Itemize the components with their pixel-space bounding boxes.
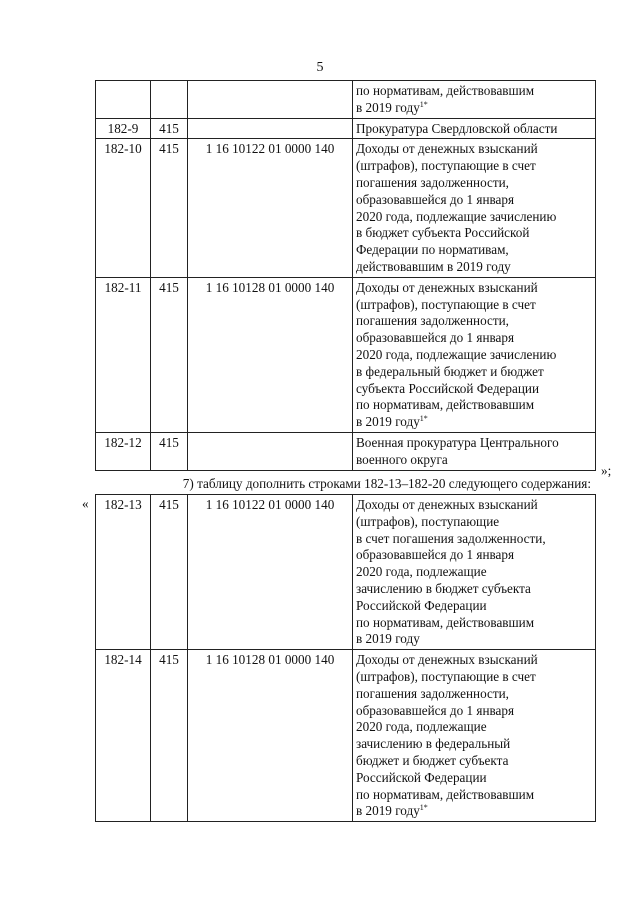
description-line xyxy=(356,313,592,330)
description-line xyxy=(356,121,592,138)
description-text: Прокуратура Свердловской области xyxy=(356,120,558,136)
description-line xyxy=(356,259,592,276)
description-line xyxy=(356,564,592,581)
description-line xyxy=(356,83,592,100)
row-number-cell: 182-13 xyxy=(96,495,151,650)
description-line xyxy=(356,652,592,669)
kbk-code-cell: 1 16 10122 01 0000 140 xyxy=(188,495,353,650)
description-cell xyxy=(353,277,596,432)
page-number: 5 xyxy=(316,60,324,75)
description-line xyxy=(356,736,592,753)
income-codes-table xyxy=(95,80,596,471)
table-row xyxy=(96,139,596,277)
description-text: образовавшейся до 1 января xyxy=(356,191,515,207)
description-line xyxy=(356,435,592,452)
row-number-cell: 182-9 xyxy=(96,118,151,139)
description-cell xyxy=(353,650,596,822)
description-text: погашения задолженности, xyxy=(356,174,509,190)
description-line xyxy=(356,141,592,158)
description-text: Федерации по нормативам, xyxy=(356,242,509,258)
description-text: Доходы от денежных взысканий xyxy=(356,279,538,295)
description-text: погашения задолженности, xyxy=(356,313,509,329)
description-text: по нормативам, действовавшим xyxy=(356,614,535,630)
description-line xyxy=(356,787,592,804)
table-row xyxy=(96,650,596,822)
description-line xyxy=(356,581,592,598)
description-line xyxy=(356,175,592,192)
description-text: Доходы от денежных взысканий xyxy=(356,497,538,512)
description-line xyxy=(356,703,592,720)
description-line xyxy=(356,531,592,548)
description-text: субъекта Российской Федерации xyxy=(356,380,540,396)
table-row xyxy=(96,432,596,470)
description-text: в бюджет субъекта Российской xyxy=(356,225,530,241)
kbk-code-cell xyxy=(188,432,353,470)
amendment-instruction: 7) таблицу дополнить строками 182-13–182-20 следующего содержания: xyxy=(182,476,591,491)
description-line xyxy=(356,686,592,703)
description-text: 2020 года, подлежащие зачислению xyxy=(356,208,557,224)
description-text: образовавшейся до 1 января xyxy=(356,330,515,346)
description-line xyxy=(356,803,592,820)
description-text: (штрафов), поступающие в счет xyxy=(356,668,536,684)
description-text: зачислению в федеральный xyxy=(356,736,511,752)
description-line xyxy=(356,598,592,615)
description-line xyxy=(356,364,592,381)
kbk-code-cell: 1 16 10122 01 0000 140 xyxy=(188,139,353,277)
table-row xyxy=(96,81,596,119)
description-line xyxy=(356,753,592,770)
description-line xyxy=(356,192,592,209)
admin-code-cell: 415 xyxy=(151,432,188,470)
description-text: по нормативам, действовавшим xyxy=(356,397,535,413)
description-cell xyxy=(353,432,596,470)
description-line xyxy=(356,719,592,736)
description-text: в 2019 году xyxy=(356,99,420,115)
kbk-code-cell: 1 16 10128 01 0000 140 xyxy=(188,650,353,822)
description-text: в 2019 году xyxy=(356,631,420,647)
description-line xyxy=(356,615,592,632)
description-text: погашения задолженности, xyxy=(356,685,509,701)
row-number-cell xyxy=(96,81,151,119)
opening-quote-mark: « xyxy=(82,496,89,511)
description-text: Доходы от денежных взысканий xyxy=(356,652,538,668)
description-text: в 2019 году xyxy=(356,414,420,430)
kbk-code-cell xyxy=(188,81,353,119)
row-number-cell: 182-12 xyxy=(96,432,151,470)
description-text: военного округа xyxy=(356,451,448,467)
description-text: (штрафов), поступающие xyxy=(356,513,500,529)
description-line xyxy=(356,397,592,414)
description-line xyxy=(356,631,592,648)
admin-code-cell xyxy=(151,81,188,119)
row-number-cell: 182-14 xyxy=(96,650,151,822)
description-line xyxy=(356,452,592,469)
description-cell xyxy=(353,139,596,277)
added-rows-table xyxy=(95,494,596,822)
description-line xyxy=(356,497,592,514)
description-text: действовавшим в 2019 году xyxy=(356,258,511,274)
description-text: в 2019 году xyxy=(356,803,420,819)
description-line xyxy=(356,414,592,431)
description-line xyxy=(356,280,592,297)
description-text: в федеральный бюджет и бюджет xyxy=(356,363,544,379)
kbk-code-cell xyxy=(188,118,353,139)
description-line xyxy=(356,669,592,686)
description-text: Российской Федерации xyxy=(356,769,487,785)
row-number-cell: 182-11 xyxy=(96,277,151,432)
description-text: бюджет и бюджет субъекта xyxy=(356,752,509,768)
description-text: зачислению в бюджет субъекта xyxy=(356,580,531,596)
table-row xyxy=(96,495,596,650)
kbk-code-cell: 1 16 10128 01 0000 140 xyxy=(188,277,353,432)
description-line xyxy=(356,330,592,347)
admin-code-cell: 415 xyxy=(151,495,188,650)
table-row xyxy=(96,277,596,432)
description-text: в счет погашения задолженности, xyxy=(356,530,546,546)
description-cell xyxy=(353,495,596,650)
description-text: Российской Федерации xyxy=(356,597,487,613)
description-line xyxy=(356,514,592,531)
description-text: образовавшейся до 1 января xyxy=(356,547,515,563)
description-line xyxy=(356,225,592,242)
description-text: 2020 года, подлежащие xyxy=(356,564,487,580)
footnote-mark: 1* xyxy=(419,414,428,424)
admin-code-cell: 415 xyxy=(151,277,188,432)
description-line xyxy=(356,242,592,259)
description-text: 2020 года, подлежащие зачислению xyxy=(356,346,557,362)
description-line xyxy=(356,297,592,314)
description-line xyxy=(356,770,592,787)
description-text: по нормативам, действовавшим xyxy=(356,786,535,802)
description-line xyxy=(356,158,592,175)
admin-code-cell: 415 xyxy=(151,139,188,277)
footnote-mark: 1* xyxy=(419,99,428,109)
description-text: Военная прокуратура Центрального xyxy=(356,434,559,450)
admin-code-cell: 415 xyxy=(151,118,188,139)
description-text: Доходы от денежных взысканий xyxy=(356,141,538,157)
description-line xyxy=(356,547,592,564)
footnote-mark: 1* xyxy=(419,803,428,813)
description-line xyxy=(356,100,592,117)
table-row xyxy=(96,118,596,139)
description-line xyxy=(356,209,592,226)
description-text: по нормативам, действовавшим xyxy=(356,83,535,98)
description-cell xyxy=(353,81,596,119)
admin-code-cell: 415 xyxy=(151,650,188,822)
description-line xyxy=(356,347,592,364)
description-text: образовавшейся до 1 января xyxy=(356,702,515,718)
description-text: 2020 года, подлежащие xyxy=(356,719,487,735)
description-text: (штрафов), поступающие в счет xyxy=(356,296,536,312)
description-cell xyxy=(353,118,596,139)
description-line xyxy=(356,381,592,398)
row-number-cell: 182-10 xyxy=(96,139,151,277)
closing-quote-mark: »; xyxy=(601,463,612,478)
description-text: (штрафов), поступающие в счет xyxy=(356,158,536,174)
